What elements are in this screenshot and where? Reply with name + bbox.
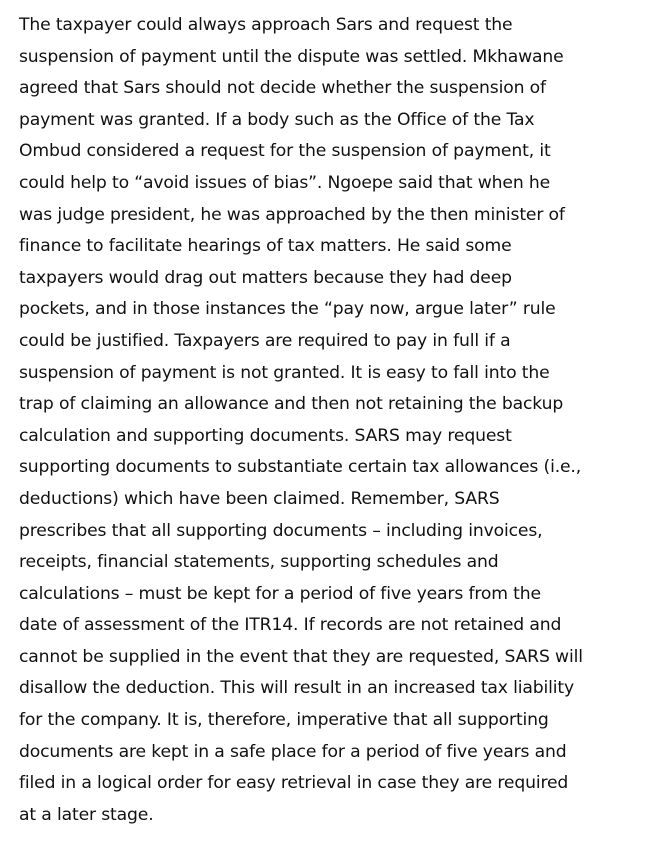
text-line-08: finance to facilitate hearings of tax matters. He said some <box>19 236 512 257</box>
text-line-09: taxpayers would drag out matters because they had deep <box>19 267 512 288</box>
text-line-19: calculations – must be kept for a period of five years from the <box>19 583 541 604</box>
text-line-13: trap of claiming an allowance and then not retaining the backup <box>19 394 564 415</box>
text-line-07: was judge president, he was approached by the then minister of <box>19 204 565 225</box>
text-line-22: disallow the deduction. This will result in an increased tax liability <box>19 678 575 699</box>
text-line-05: Ombud considered a request for the suspension of payment, it <box>19 141 551 162</box>
text-line-12: suspension of payment is not granted. It is easy to fall into the <box>19 362 550 383</box>
text-line-11: could be justified. Taxpayers are required to pay in full if a <box>19 330 511 351</box>
text-line-18: receipts, financial statements, supporting schedules and <box>19 552 499 573</box>
text-line-04: payment was granted. If a body such as the Office of the Tax <box>19 109 535 130</box>
text-line-02: suspension of payment until the dispute was settled. Mkhawane <box>19 46 564 67</box>
document-body <box>19 10 634 831</box>
text-line-14: calculation and supporting documents. SARS may request <box>19 425 512 446</box>
text-line-17: prescribes that all supporting documents – including invoices, <box>19 520 543 541</box>
text-line-01: The taxpayer could always approach Sars and request the <box>19 15 513 35</box>
text-line-24: documents are kept in a safe place for a period of five years and <box>19 741 567 762</box>
text-line-10: pockets, and in those instances the “pay now, argue later” rule <box>19 299 556 320</box>
text-line-23: for the company. It is, therefore, imperative that all supporting <box>19 710 549 731</box>
text-line-25: filed in a logical order for easy retrieval in case they are required <box>19 773 569 794</box>
text-line-21: cannot be supplied in the event that they are requested, SARS will <box>19 646 583 667</box>
text-line-16: deductions) which have been claimed. Remember, SARS <box>19 488 500 509</box>
text-line-20: date of assessment of the ITR14. If records are not retained and <box>19 615 562 636</box>
text-line-15: supporting documents to substantiate certain tax allowances (i.e., <box>19 457 582 478</box>
text-line-26: at a later stage. <box>19 804 154 825</box>
text-line-03: agreed that Sars should not decide whether the suspension of <box>19 78 546 99</box>
text-line-06: could help to “avoid issues of bias”. Ngoepe said that when he <box>19 172 551 193</box>
